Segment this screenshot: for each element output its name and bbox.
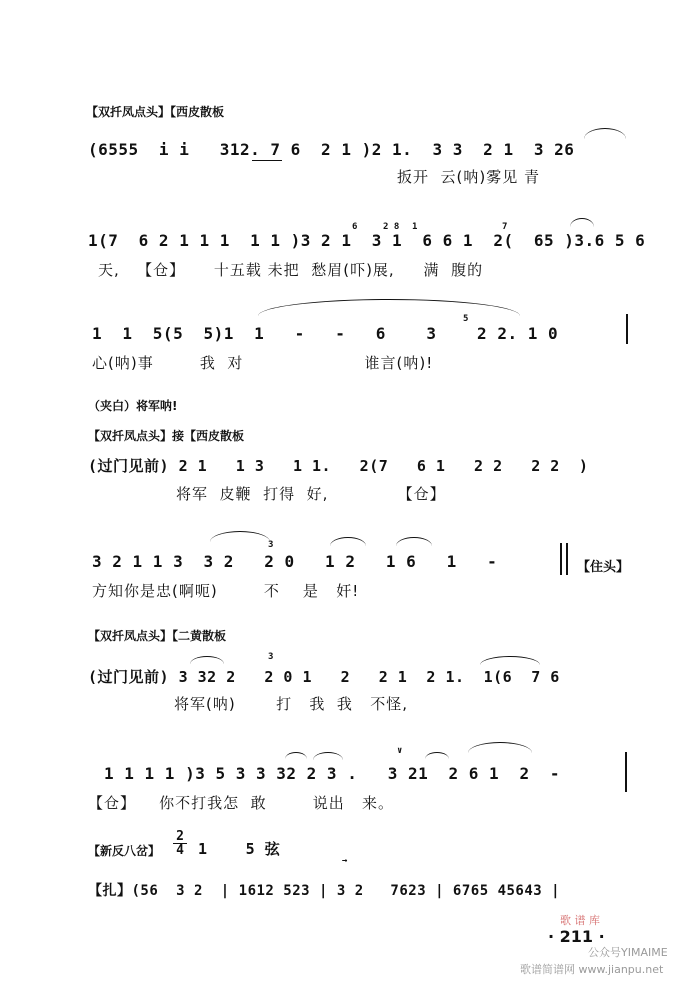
slur: [313, 752, 343, 760]
notation-line: (过门见前) 3 32 2 2 0 1 2 2 1 2 1. 1(6 7 6: [88, 668, 560, 686]
slur: [330, 537, 366, 546]
notation-line: (6555 i i 312. 7 6 2 1 )2 1. 3 3 2 1 3 26: [88, 140, 575, 159]
lyric-line: 将军(呐) 打 我 我 不怪,: [174, 695, 408, 713]
slur: [425, 752, 449, 759]
slur: [190, 656, 224, 664]
slur: [396, 537, 432, 546]
grace-note: 3: [268, 652, 274, 662]
slur: [285, 752, 307, 759]
notation-line: 1 1 5(5 5)1 1 - - 6 3 2 2. 1 0: [92, 324, 559, 343]
slur: [468, 742, 532, 753]
lyric-line: 扳开 云(呐)雾见 青: [397, 168, 541, 186]
slur: [210, 531, 270, 542]
lyric-line: 心(呐)事 我 对 谁言(呐)!: [92, 354, 434, 372]
grace-note: 1: [412, 222, 418, 232]
notation-line: 1 1 1 1 )3 5 3 3 32 2 3 . 3 21 2 6 1 2 -: [104, 764, 560, 783]
grace-note: 2 8: [383, 222, 400, 232]
ending-tag: 【住头】: [577, 560, 630, 575]
spoken-line: （夹白）将军呐!: [88, 399, 178, 413]
slur: [584, 128, 626, 139]
lyric-line: 【仓】 你不打我怎 敢 说出 来。: [88, 794, 395, 812]
watermark: 歌谱简谱网 www.jianpu.net: [520, 963, 664, 976]
lyric-line: 天, 【仓】 十五载 未把 愁眉(吓)展, 满 腹的: [98, 261, 484, 279]
barline: [626, 314, 628, 344]
grace-note: 6: [352, 222, 358, 232]
watermark: 公众号YIMAIME: [588, 946, 668, 959]
lyric-line: 方知你是忠(啊呃) 不 是 奸!: [92, 582, 360, 600]
barline: [625, 752, 627, 792]
grace-note: 3: [268, 540, 274, 550]
slur: [570, 218, 594, 227]
section-header: 【双扦凤点头】【二黄散板: [88, 629, 227, 643]
notation-line: 1(7 6 2 1 1 1 1 1 )3 2 1 3 1 6 6 1 2( 65 )3.6 5 6: [88, 231, 646, 250]
slur: [480, 656, 540, 665]
accent-mark: →: [342, 856, 348, 866]
slur: [258, 299, 520, 316]
notation-line: (过门见前) 2 1 1 3 1 1. 2(7 6 1 2 2 2 2 ): [88, 457, 589, 475]
section-header: 【新反八岔】: [88, 844, 161, 858]
grace-note: 7: [502, 222, 508, 232]
notation-line: 3 2 1 1 3 3 2 2 0 1 2 1 6 1 -: [92, 552, 498, 571]
section-header: 【双扦凤点头】【西皮散板: [86, 105, 225, 119]
beam-underline: [252, 160, 282, 161]
page-number: · 211 ·: [548, 927, 605, 946]
time-signature: 2 4: [173, 831, 187, 856]
barline: [560, 543, 562, 575]
grace-note: 5: [463, 314, 469, 324]
section-header: 【双扦凤点头】接【西皮散板: [88, 429, 245, 443]
barline: [566, 543, 568, 575]
breath-mark: ∨: [397, 746, 403, 756]
notation-line: 【扎】(56 3 2 | 1612 523 | 3 2 7623 | 6765 45643 |: [88, 883, 561, 899]
watermark: 歌 谱 库: [560, 914, 600, 927]
lyric-line: 将军 皮鞭 打得 好, 【仓】: [176, 485, 446, 503]
notation-line: 1 5 弦: [198, 840, 281, 858]
